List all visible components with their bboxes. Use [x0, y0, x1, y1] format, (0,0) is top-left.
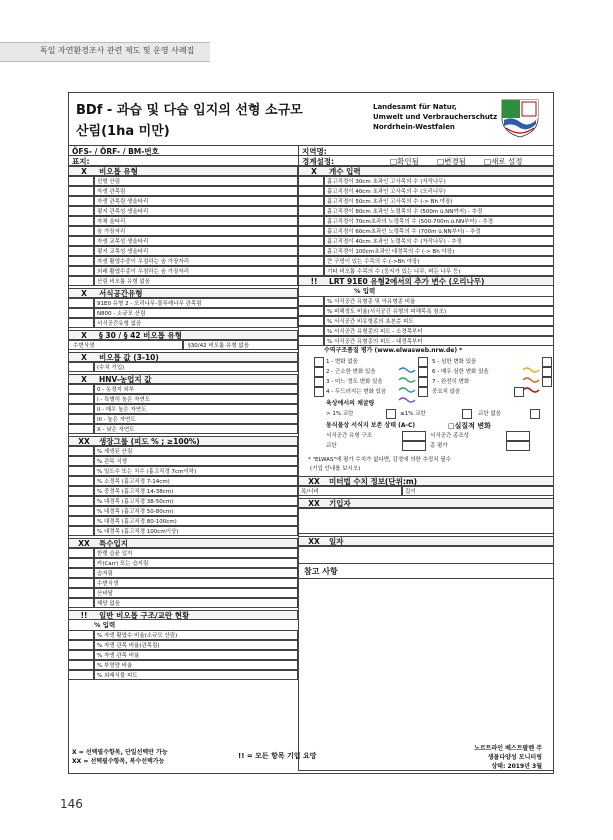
count-checkbox[interactable] — [298, 196, 324, 206]
trend-item: 중요치 않음 — [432, 389, 461, 395]
count-checkbox[interactable] — [298, 206, 324, 216]
growth-checkbox[interactable] — [68, 516, 94, 526]
trend-item: 7 - 완전히 변화 — [432, 379, 470, 385]
hnv-checkbox[interactable] — [68, 394, 94, 404]
structure-checkbox[interactable] — [68, 630, 94, 640]
trend-checkbox[interactable] — [314, 377, 324, 387]
count-checkbox[interactable] — [298, 256, 324, 266]
growth-item: % 소경목 (흉고직경 7-14cm) — [94, 476, 298, 486]
recorder-input[interactable] — [298, 508, 554, 534]
trend-wave-icon — [522, 378, 540, 385]
light-item: 교란 없음 — [478, 411, 502, 417]
link-input[interactable] — [506, 431, 530, 441]
biotope-item: 평지 교목성 생울타리 — [94, 246, 298, 256]
trend-checkbox[interactable] — [418, 387, 428, 397]
footer-date: 상태: 2019년 3월 — [491, 763, 542, 770]
notes-input[interactable] — [298, 578, 554, 771]
light-item: ≤1% 교란 — [400, 411, 426, 417]
recorder-title: 기입자 — [329, 499, 351, 508]
lrt-checkbox[interactable] — [298, 296, 324, 306]
count-checkbox[interactable] — [298, 176, 324, 186]
biotope-checkbox[interactable] — [68, 186, 94, 196]
trend-wave-icon — [522, 368, 540, 375]
biotope-checkbox[interactable] — [68, 246, 94, 256]
count-checkbox[interactable] — [298, 266, 324, 276]
trend-item: 2 - 근소한 변화 있음 — [326, 369, 376, 375]
trend-item: 5 - 심한 변화 있음 — [432, 359, 477, 365]
lrt-input-label: % 입력 — [354, 287, 376, 295]
recorder-section-header — [298, 498, 554, 508]
hnv-section-header — [68, 374, 298, 384]
link-item: 서식공간 종조성 — [430, 433, 469, 439]
special-item: 한랭 습윤 입지 — [94, 548, 298, 558]
habitat-section-header — [68, 288, 298, 298]
link-item: 서식공간 유형 구조 — [326, 433, 373, 439]
count-title: 개수 입력 — [329, 167, 361, 176]
biotope-checkbox[interactable] — [68, 216, 94, 226]
structure-item: % 부영양 비율 — [94, 660, 298, 670]
biotope-item: 선형 산림 — [94, 176, 298, 186]
biotope-item: 자체 울타리 — [94, 216, 298, 226]
structure-checkbox[interactable] — [68, 670, 94, 680]
special-checkbox[interactable] — [68, 558, 94, 568]
trend-checkbox[interactable] — [418, 357, 428, 367]
growth-item: % 대경목 (흉고직경 38-50cm) — [94, 496, 298, 506]
biotope-item: 산림 비오톱 유형 없음 — [94, 276, 298, 286]
notes-title: 참고 사항 — [304, 567, 338, 576]
count-item: 흉고직경이 30cm 초과인 고사목의 수 (자작나무) — [324, 176, 554, 186]
region-label: 지역명: — [302, 147, 327, 156]
trend-item: 6 - 매우 심한 변화 있음 — [432, 369, 489, 375]
size-section-header — [298, 476, 554, 486]
structure-item: % 자생 관목 비율 — [94, 650, 298, 660]
title-line1: BDf - 과습 및 다습 입지의 선형 소규모 — [76, 103, 303, 118]
trend-checkbox[interactable] — [542, 367, 552, 377]
light-title: 육상에서의 채굴량 — [326, 400, 375, 407]
special-item: 산비탈 — [94, 588, 298, 598]
biotope-item: 자생 교목성 생울타리 — [94, 236, 298, 246]
note-line2: (기입 안내를 보시오) — [310, 466, 361, 472]
recorder-required-mark: XX — [308, 499, 320, 508]
s30-section-header — [68, 330, 298, 340]
biotope-checkbox[interactable] — [68, 206, 94, 216]
size-title: 미터법 수치 정보(단위:m) — [329, 477, 418, 486]
label-field: 표지: — [72, 157, 90, 166]
light-item: > 1% 교란 — [326, 411, 354, 417]
hnv-item: III - 높은 자연도 — [94, 414, 298, 424]
structure-checkbox[interactable] — [68, 650, 94, 660]
biotope-item: 자생 관목림 생울타리 — [94, 196, 298, 206]
biotope-checkbox[interactable] — [68, 276, 94, 286]
growth-item: % 밀도수 또는 치수 (흉고직경 7cm이하) — [94, 466, 298, 476]
agency-line2: Umwelt und Verbraucherschutz — [373, 113, 498, 121]
count-checkbox[interactable] — [298, 236, 324, 246]
title-line2: 산림(1ha 미만) — [76, 124, 170, 139]
growth-checkbox[interactable] — [68, 466, 94, 476]
agency-line1: Landesamt für Natur, — [373, 103, 457, 111]
trend-wave-icon — [398, 378, 416, 385]
count-item: 흉고직경이 40cm 초과인 노령목의 수 (자작나무) - 추정 — [324, 236, 554, 246]
s30-item[interactable]: §30/42 비오톱 유형 없음 — [183, 340, 298, 350]
count-required-mark: X — [311, 167, 317, 176]
special-checkbox[interactable] — [68, 588, 94, 598]
form-title — [76, 100, 336, 142]
count-section-header — [298, 166, 554, 176]
growth-section-header — [68, 436, 298, 446]
growth-checkbox[interactable] — [68, 496, 94, 506]
legend-line2: XX = 선택필수항목, 복수선택가능 — [72, 758, 165, 765]
biotope-item: 평지 관목성 생울타리 — [94, 206, 298, 216]
growth-checkbox[interactable] — [68, 456, 94, 466]
nrw-crest-icon — [498, 98, 542, 138]
ofs-label: ÖFS- / ÖRF- / BM-번호 — [72, 147, 159, 156]
structure-title: 일반 비오톱 구조/교란 현황 — [99, 611, 190, 620]
date-section-header — [298, 536, 554, 546]
habitat-title: 서식공간유형 — [99, 289, 143, 298]
size-required-mark: XX — [308, 477, 320, 486]
biotope-checkbox[interactable] — [68, 176, 94, 186]
habitat-item: N800 - 소규모 산림 — [94, 308, 298, 318]
biotope-item: 자생 관목림 — [94, 186, 298, 196]
hnv-checkbox[interactable] — [68, 424, 94, 434]
s30-required-mark: X — [81, 331, 87, 340]
trend-title: 수역구조품질 평가 (www.elwasweb.nrw.de) * — [324, 347, 463, 354]
count-checkbox[interactable] — [298, 186, 324, 196]
lrt-section-header — [298, 276, 554, 286]
growth-item: % 중경목 (흉고직경 14-38cm) — [94, 486, 298, 496]
footer-state: 노르트라인 베스트팔렌 주 — [474, 745, 542, 752]
biotope-checkbox[interactable] — [68, 256, 94, 266]
trend-wave-icon — [522, 358, 540, 365]
special-required-mark: XX — [78, 539, 90, 548]
count-checkbox[interactable] — [298, 216, 324, 226]
value-item: (수치 기입) — [94, 362, 298, 372]
link-input[interactable] — [402, 431, 426, 441]
growth-item: % 대경목 (흉고직경 80-100cm) — [94, 516, 298, 526]
new-set-checkbox[interactable]: □새로 설정 — [484, 157, 523, 166]
page-number: 146 — [60, 797, 83, 811]
special-checkbox[interactable] — [68, 578, 94, 588]
structure-checkbox[interactable] — [68, 640, 94, 650]
special-item: 수변식생 — [94, 578, 298, 588]
substantial-change-checkbox[interactable]: □실질적 변화 — [448, 422, 491, 430]
biotope-checkbox[interactable] — [68, 196, 94, 206]
count-item: 기타 비오톱 수목의 수 (둥지가 있는 나무, 벼든 나무 등) — [324, 266, 554, 276]
trend-item: 1 - 변화 없음 — [326, 359, 358, 365]
hnv-checkbox[interactable] — [68, 404, 94, 414]
hnv-item: II - 매우 높은 자연도 — [94, 404, 298, 414]
link-title: 동식물상 서식지 보존 상태 (A-C) — [326, 422, 416, 429]
structure-required-mark: !! — [80, 611, 88, 620]
value-title: 비오톱 값 (3-10) — [99, 353, 159, 362]
footer-right — [432, 744, 542, 771]
trend-checkbox[interactable] — [542, 377, 552, 387]
date-required-mark: XX — [308, 537, 320, 546]
trend-wave-icon — [398, 358, 416, 365]
growth-item: % 대경목 (흉고직경 50-80cm) — [94, 506, 298, 516]
lrt-checkbox[interactable] — [298, 336, 324, 346]
hnv-title: HNV-농업지 값 — [99, 375, 152, 384]
special-item: 습지림 — [94, 568, 298, 578]
light-checkbox[interactable] — [530, 409, 540, 419]
lrt-item: % 서식공간 비유형종의 초본층 피도 — [324, 316, 554, 326]
lrt-item: % 피해정도 비율(서식공간 유형의 피해목록 참조) — [324, 306, 554, 316]
trend-wave-icon — [398, 388, 416, 395]
light-checkbox[interactable] — [386, 409, 396, 419]
count-item: 큰 구멍이 있는 수목의 수 (->Bh 야장) — [324, 256, 554, 266]
growth-checkbox[interactable] — [68, 526, 94, 536]
growth-checkbox[interactable] — [68, 446, 94, 456]
count-item: 흉고직경이 40cm 초과인 고사목의 수 (오리나무) — [324, 186, 554, 196]
biotope-title: 비오톱 유형 — [99, 167, 138, 176]
count-checkbox[interactable] — [298, 226, 324, 236]
growth-checkbox[interactable] — [68, 506, 94, 516]
trend-checkbox[interactable] — [314, 367, 324, 377]
special-checkbox[interactable] — [68, 568, 94, 578]
biotope-item: 숲 가장자리 — [94, 226, 298, 236]
structure-checkbox[interactable] — [68, 660, 94, 670]
hnv-item: 0 - 농경지 외부 — [94, 384, 298, 394]
count-item: 흉고직경이 60cm초과인 노령목의 수 (700m ü.NN부터) - 추정 — [324, 226, 554, 236]
header-text: 독일 자연환경조사 관련 제도 및 운영 사례집 — [40, 46, 195, 55]
trend-checkbox[interactable] — [314, 357, 324, 367]
legend-line1: X = 선택필수항목, 단일선택만 가능 — [72, 749, 168, 756]
lrt-checkbox[interactable] — [298, 306, 324, 316]
link-item: 교란 — [326, 443, 337, 449]
trend-checkbox[interactable] — [542, 357, 552, 367]
special-item: 해당 없음 — [94, 598, 298, 608]
trend-item: 3 - 어느 정도 변화 있음 — [326, 379, 383, 385]
trend-item: 4 - 두드러지는 변화 있음 — [326, 389, 387, 395]
hnv-checkbox[interactable] — [68, 414, 94, 424]
growth-item: % 대경목 (흉고직경 100cm이상) — [94, 526, 298, 536]
special-section-header — [68, 538, 298, 548]
date-title: 일자 — [329, 537, 344, 546]
changed-checkbox[interactable]: □변경됨 — [437, 157, 466, 166]
biotope-checkbox[interactable] — [68, 226, 94, 236]
habitat-required-mark: X — [81, 289, 87, 298]
lrt-checkbox[interactable] — [298, 326, 324, 336]
structure-section-header — [68, 610, 298, 620]
biotope-section-header — [68, 166, 298, 176]
footer-note: !! = 모든 항목 기입 요망 — [238, 752, 317, 760]
hnv-required-mark: X — [81, 375, 87, 384]
biotope-required-mark: X — [81, 167, 87, 176]
s30-item[interactable]: 수변식생 — [68, 340, 183, 350]
size-length-field[interactable]: 길이 — [402, 486, 554, 496]
lrt-title: LRT 91E0 유형2에서의 추가 변수 (오리나무) — [329, 277, 485, 286]
habitat-item: 91E0 유형 2 - 오리나무-물푸레나무 관목림 — [94, 298, 298, 308]
special-checkbox[interactable] — [68, 548, 94, 558]
growth-checkbox[interactable] — [68, 476, 94, 486]
confirmed-checkbox[interactable]: □확인됨 — [390, 157, 419, 166]
biotope-checkbox[interactable] — [68, 266, 94, 276]
count-item: 흉고직경이 70cm초과의 노령목의 수 (500-700m ü.NN부터) - 추정 — [324, 216, 554, 226]
special-item: 카(Carr) 또는 습지림 — [94, 558, 298, 568]
structure-item: % 자생 활엽수 비율(소규모 산림) — [94, 630, 298, 640]
value-section-header — [68, 352, 298, 362]
special-title: 특수입지 — [99, 539, 128, 548]
growth-checkbox[interactable] — [68, 486, 94, 496]
link-input[interactable] — [402, 441, 426, 451]
lrt-item: % 서식공간 유형종 및 아유형종 비율 — [324, 296, 554, 306]
link-input[interactable] — [506, 441, 530, 451]
hnv-checkbox[interactable] — [68, 384, 94, 394]
structure-item: % 외래식물 피도 — [94, 670, 298, 680]
special-checkbox[interactable] — [68, 598, 94, 608]
count-checkbox[interactable] — [298, 246, 324, 256]
trend-checkbox[interactable] — [514, 387, 524, 397]
size-width-field[interactable]: 폭/너비 — [298, 486, 402, 496]
lrt-checkbox[interactable] — [298, 316, 324, 326]
count-item: 흉고직경이 50cm 초과인 고사목의 수 (-> Bh 야장) — [324, 196, 554, 206]
boundary-label: 경계설정: — [302, 157, 334, 166]
light-checkbox[interactable] — [462, 409, 472, 419]
habitat-checkbox[interactable] — [68, 308, 94, 318]
agency-name — [373, 102, 497, 132]
agency-line3: Nordrhein-Westfalen — [373, 123, 455, 131]
biotope-checkbox[interactable] — [68, 236, 94, 246]
footer-monitoring: 생물다양성 모니터링 — [487, 754, 542, 761]
value-required-mark: X — [81, 353, 87, 362]
hnv-item: X - 낮은 자연도 — [94, 424, 298, 434]
structure-input-label: % 입력 — [94, 621, 116, 629]
count-item: 흉고직경이 100cm초과인 대경목의 수 (-> Bh 야장) — [324, 246, 554, 256]
habitat-item: 서식공간유형 없음 — [94, 318, 298, 328]
growth-item: % 관목 식생 — [94, 456, 298, 466]
value-checkbox[interactable] — [68, 362, 94, 372]
trend-checkbox[interactable] — [314, 387, 324, 397]
legend — [72, 748, 168, 766]
growth-title: 생장그룹 (피도 % ; ≥100%) — [99, 437, 200, 446]
date-input[interactable] — [298, 546, 554, 564]
structure-item: % 자생 관목 비율(관목림) — [94, 640, 298, 650]
lrt-required-mark: !! — [310, 277, 318, 286]
lrt-item: % 서식공간 유형종의 피도 - 대경목부터 — [324, 336, 554, 346]
habitat-checkbox[interactable] — [68, 298, 94, 308]
growth-required-mark: XX — [78, 437, 90, 446]
link-item: 총 평가 — [430, 443, 448, 449]
trend-wave-icon — [398, 368, 416, 375]
lrt-item: % 서식공간 유형종의 피도 - 소경목부터 — [324, 326, 554, 336]
biotope-item: 자생 활엽수중이 우점하는 숲 가장자리 — [94, 256, 298, 266]
count-item: 흉고직경이 80cm 초과인 노령목의 수 (500m ü.NN까지) - 추정 — [324, 206, 554, 216]
growth-item: % 재생된 산림 — [94, 446, 298, 456]
s30-title: § 30 / § 42 비오톱 유형 — [99, 331, 183, 340]
trend-checkbox[interactable] — [418, 367, 428, 377]
biotope-item: 외래 활엽수종이 우점하는 숲 가장자리 — [94, 266, 298, 276]
hnv-item: I - 특별히 높은 자연도 — [94, 394, 298, 404]
trend-checkbox[interactable] — [418, 377, 428, 387]
habitat-checkbox[interactable] — [68, 318, 94, 328]
note-line1: * "ELWAS"에 평가 수치가 없다면, 감정에 의한 추정치 필수 — [308, 457, 451, 463]
